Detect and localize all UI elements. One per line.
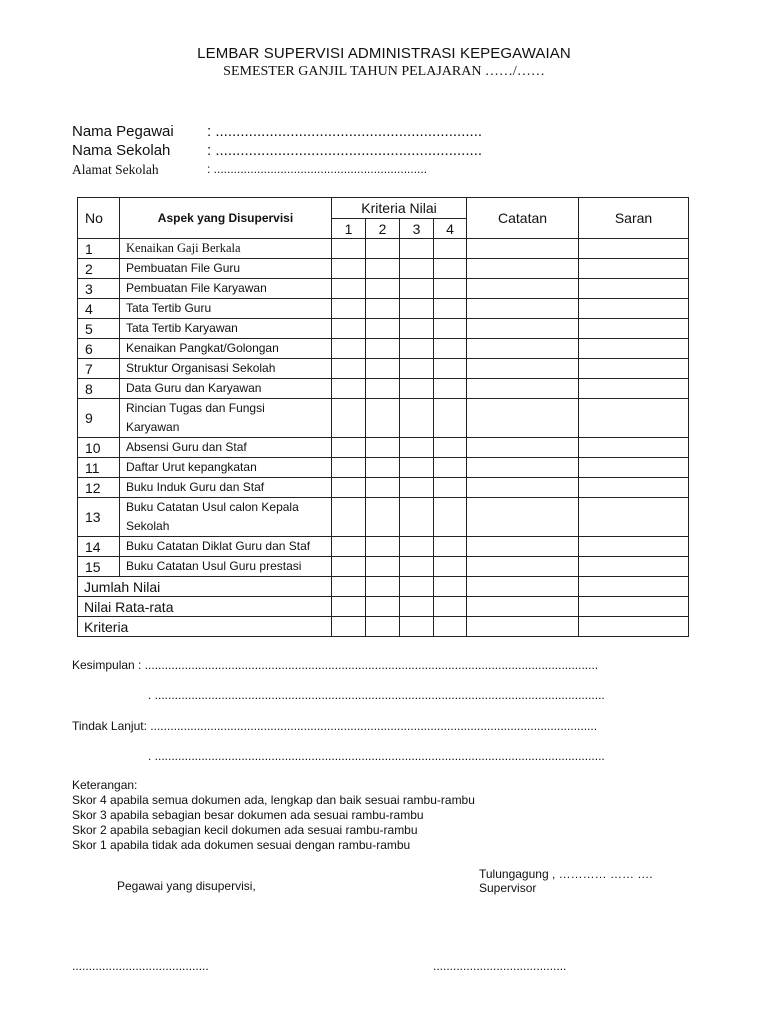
- footer-label: Nilai Rata-rata: [78, 597, 332, 617]
- supervisor-signature-line: ........................................: [433, 959, 567, 973]
- row-aspek-text: Buku Catatan Usul Guru prestasi: [126, 559, 302, 573]
- header-score-1: 1: [332, 219, 366, 239]
- keterangan-item: Skor 3 apabila sebagian besar dokumen ada sesuai rambu-rambu: [72, 808, 424, 822]
- table-row: [78, 498, 689, 537]
- catatan-cell[interactable]: [467, 597, 579, 617]
- score-cell[interactable]: [400, 379, 434, 399]
- saran-cell[interactable]: [579, 478, 689, 498]
- table-row-jumlah-nilai: [78, 577, 689, 597]
- footer-label: Kriteria: [78, 617, 332, 637]
- keterangan-item: Skor 4 apabila semua dokumen ada, lengkap dan baik sesuai rambu-rambu: [72, 793, 475, 807]
- score-cell[interactable]: [434, 597, 467, 617]
- row-aspek: [120, 537, 332, 557]
- score-cell[interactable]: [366, 478, 400, 498]
- saran-cell[interactable]: [579, 279, 689, 299]
- keterangan-title: Keterangan:: [72, 778, 138, 792]
- table-row: [78, 359, 689, 379]
- row-number: 2: [78, 259, 120, 279]
- row-number: 5: [78, 319, 120, 339]
- score-cell[interactable]: [400, 359, 434, 379]
- score-cell[interactable]: [434, 577, 467, 597]
- score-cell[interactable]: [366, 379, 400, 399]
- saran-cell[interactable]: [579, 597, 689, 617]
- score-cell[interactable]: [400, 537, 434, 557]
- tindak-lanjut-line: Tindak Lanjut: ......................................................................................................................................: [72, 719, 598, 733]
- saran-cell[interactable]: [579, 557, 689, 577]
- row-aspek: [120, 299, 332, 319]
- table-row: [78, 279, 689, 299]
- header-no: No: [78, 198, 120, 239]
- table-row: [78, 379, 689, 399]
- score-cell[interactable]: [366, 438, 400, 458]
- score-cell[interactable]: [366, 359, 400, 379]
- employee-label: Pegawai yang disupervisi,: [117, 879, 256, 893]
- row-aspek: [120, 259, 332, 279]
- row-number: 8: [78, 379, 120, 399]
- row-number: 6: [78, 339, 120, 359]
- score-cell[interactable]: [332, 279, 366, 299]
- row-aspek: [120, 239, 332, 259]
- field-value-nama-sekolah: : ................................................................: [207, 142, 483, 159]
- score-cell[interactable]: [434, 617, 467, 637]
- row-aspek-text: Struktur Organisasi Sekolah: [126, 361, 276, 375]
- table-row: [78, 239, 689, 259]
- row-aspek: [120, 399, 332, 438]
- score-cell[interactable]: [434, 339, 467, 359]
- score-cell[interactable]: [366, 279, 400, 299]
- row-aspek-text: Absensi Guru dan Staf: [126, 440, 247, 454]
- saran-cell[interactable]: [579, 617, 689, 637]
- score-cell[interactable]: [332, 498, 366, 537]
- score-cell[interactable]: [434, 319, 467, 339]
- score-cell[interactable]: [434, 379, 467, 399]
- score-cell[interactable]: [400, 399, 434, 438]
- field-label-alamat-sekolah: Alamat Sekolah: [72, 162, 159, 177]
- row-number: 10: [78, 438, 120, 458]
- row-aspek: [120, 438, 332, 458]
- header-score-3: 3: [400, 219, 434, 239]
- catatan-cell[interactable]: [467, 617, 579, 637]
- score-cell[interactable]: [332, 438, 366, 458]
- score-cell[interactable]: [332, 299, 366, 319]
- score-cell[interactable]: [332, 617, 366, 637]
- score-cell[interactable]: [332, 359, 366, 379]
- row-number: 12: [78, 478, 120, 498]
- table-row: [78, 259, 689, 279]
- header-saran: Saran: [579, 198, 689, 239]
- catatan-cell[interactable]: [467, 379, 579, 399]
- row-aspek: [120, 458, 332, 478]
- row-aspek-text: Tata Tertib Guru: [126, 301, 212, 315]
- field-label-nama-pegawai: Nama Pegawai: [72, 123, 174, 140]
- row-aspek: [120, 279, 332, 299]
- score-cell[interactable]: [434, 557, 467, 577]
- row-aspek: [120, 359, 332, 379]
- table-row: [78, 557, 689, 577]
- catatan-cell[interactable]: [467, 339, 579, 359]
- row-aspek-text: Tata Tertib Karyawan: [126, 321, 238, 335]
- score-cell[interactable]: [434, 259, 467, 279]
- row-aspek-text: Buku Catatan Usul calon Kepala: [126, 500, 299, 514]
- keterangan-item: Skor 2 apabila sebagian kecil dokumen ada sesuai rambu-rambu: [72, 823, 418, 837]
- saran-cell[interactable]: [579, 379, 689, 399]
- score-cell[interactable]: [332, 597, 366, 617]
- saran-cell[interactable]: [579, 239, 689, 259]
- saran-cell[interactable]: [579, 498, 689, 537]
- saran-cell[interactable]: [579, 359, 689, 379]
- score-cell[interactable]: [332, 577, 366, 597]
- score-cell[interactable]: [400, 478, 434, 498]
- row-aspek-text: Buku Induk Guru dan Staf: [126, 480, 265, 494]
- score-cell[interactable]: [366, 399, 400, 438]
- document-title: LEMBAR SUPERVISI ADMINISTRASI KEPEGAWAIAN: [197, 45, 571, 62]
- score-cell[interactable]: [434, 299, 467, 319]
- catatan-cell[interactable]: [467, 239, 579, 259]
- row-aspek: [120, 557, 332, 577]
- catatan-cell[interactable]: [467, 399, 579, 438]
- score-cell[interactable]: [400, 438, 434, 458]
- catatan-cell[interactable]: [467, 279, 579, 299]
- keterangan-item: Skor 1 apabila tidak ada dokumen sesuai dengan rambu-rambu: [72, 838, 411, 852]
- score-cell[interactable]: [332, 557, 366, 577]
- score-cell[interactable]: [400, 339, 434, 359]
- saran-cell[interactable]: [579, 299, 689, 319]
- row-aspek-text: Daftar Urut kepangkatan: [126, 460, 257, 474]
- catatan-cell[interactable]: [467, 319, 579, 339]
- header-score-2: 2: [366, 219, 400, 239]
- score-cell[interactable]: [332, 259, 366, 279]
- field-value-nama-pegawai: : ................................................................: [207, 123, 483, 140]
- row-aspek: [120, 339, 332, 359]
- table-row: [78, 339, 689, 359]
- score-cell[interactable]: [366, 339, 400, 359]
- catatan-cell[interactable]: [467, 577, 579, 597]
- header-score-4: 4: [434, 219, 467, 239]
- catatan-cell[interactable]: [467, 458, 579, 478]
- score-cell[interactable]: [400, 239, 434, 259]
- table-row: [78, 299, 689, 319]
- score-cell[interactable]: [434, 359, 467, 379]
- row-aspek: [120, 498, 332, 537]
- score-cell[interactable]: [434, 478, 467, 498]
- supervision-table: [77, 197, 689, 637]
- row-aspek-text-line2: Karyawan: [126, 420, 180, 434]
- row-number: 11: [78, 458, 120, 478]
- table-row-nilai-rata-rata: [78, 597, 689, 617]
- catatan-cell[interactable]: [467, 537, 579, 557]
- footer-label: Jumlah Nilai: [78, 577, 332, 597]
- table-row-kriteria: [78, 617, 689, 637]
- saran-cell[interactable]: [579, 319, 689, 339]
- saran-cell[interactable]: [579, 438, 689, 458]
- row-number: 1: [78, 239, 120, 259]
- place-date: Tulungagung , ………… …… ….: [479, 867, 653, 881]
- row-aspek: [120, 319, 332, 339]
- catatan-cell[interactable]: [467, 478, 579, 498]
- saran-cell[interactable]: [579, 537, 689, 557]
- score-cell[interactable]: [332, 379, 366, 399]
- row-number: 7: [78, 359, 120, 379]
- row-aspek-text: Pembuatan File Guru: [126, 261, 241, 275]
- score-cell[interactable]: [366, 498, 400, 537]
- row-aspek-text: Buku Catatan Diklat Guru dan Staf: [126, 539, 311, 553]
- header-catatan: Catatan: [467, 198, 579, 239]
- score-cell[interactable]: [332, 537, 366, 557]
- score-cell[interactable]: [366, 577, 400, 597]
- score-cell[interactable]: [332, 478, 366, 498]
- score-cell[interactable]: [400, 557, 434, 577]
- field-label-nama-sekolah: Nama Sekolah: [72, 142, 171, 159]
- saran-cell[interactable]: [579, 339, 689, 359]
- row-number: 9: [78, 399, 120, 438]
- row-aspek-text: Kenaikan Pangkat/Golongan: [126, 341, 279, 355]
- score-cell[interactable]: [400, 498, 434, 537]
- score-cell[interactable]: [434, 537, 467, 557]
- row-number: 15: [78, 557, 120, 577]
- score-cell[interactable]: [366, 299, 400, 319]
- score-cell[interactable]: [366, 597, 400, 617]
- header-kriteria-nilai: Kriteria Nilai: [332, 198, 467, 219]
- table-row: [78, 537, 689, 557]
- score-cell[interactable]: [332, 339, 366, 359]
- score-cell[interactable]: [400, 299, 434, 319]
- score-cell[interactable]: [400, 279, 434, 299]
- score-cell[interactable]: [332, 239, 366, 259]
- score-cell[interactable]: [332, 319, 366, 339]
- row-aspek: [120, 478, 332, 498]
- score-cell[interactable]: [366, 617, 400, 637]
- row-number: 3: [78, 279, 120, 299]
- kesimpulan-line: Kesimpulan : ........................................................................................................................................: [72, 658, 599, 672]
- kesimpulan-line-2: . .......................................................................................................................................: [148, 688, 605, 702]
- score-cell[interactable]: [366, 557, 400, 577]
- document-subtitle: SEMESTER GANJIL TAHUN PELAJARAN ……/……: [223, 64, 545, 79]
- row-aspek-text: Kenaikan Gaji Berkala: [126, 241, 241, 255]
- row-aspek-text: Data Guru dan Karyawan: [126, 381, 262, 395]
- catatan-cell[interactable]: [467, 299, 579, 319]
- score-cell[interactable]: [366, 458, 400, 478]
- table-row: [78, 319, 689, 339]
- score-cell[interactable]: [400, 617, 434, 637]
- table-row: [78, 438, 689, 458]
- catatan-cell[interactable]: [467, 259, 579, 279]
- keterangan-section: [72, 778, 475, 853]
- field-value-alamat-sekolah: : ................................................................: [207, 162, 428, 176]
- score-cell[interactable]: [434, 438, 467, 458]
- header-aspek: Aspek yang Disupervisi: [120, 198, 332, 239]
- score-cell[interactable]: [332, 399, 366, 438]
- saran-cell[interactable]: [579, 577, 689, 597]
- row-aspek: [120, 379, 332, 399]
- row-aspek-text: Pembuatan File Karyawan: [126, 281, 267, 295]
- score-cell[interactable]: [434, 239, 467, 259]
- saran-cell[interactable]: [579, 399, 689, 438]
- row-aspek-text: Rincian Tugas dan Fungsi: [126, 401, 265, 415]
- employee-signature-line: .........................................: [72, 959, 209, 973]
- score-cell[interactable]: [332, 458, 366, 478]
- catatan-cell[interactable]: [467, 557, 579, 577]
- row-number: 14: [78, 537, 120, 557]
- score-cell[interactable]: [400, 259, 434, 279]
- score-cell[interactable]: [434, 458, 467, 478]
- score-cell[interactable]: [434, 279, 467, 299]
- table-row: [78, 399, 689, 438]
- score-cell[interactable]: [366, 259, 400, 279]
- row-aspek-text-line2: Sekolah: [126, 519, 170, 533]
- catatan-cell[interactable]: [467, 359, 579, 379]
- catatan-cell[interactable]: [467, 498, 579, 537]
- saran-cell[interactable]: [579, 259, 689, 279]
- score-cell[interactable]: [366, 239, 400, 259]
- score-cell[interactable]: [434, 498, 467, 537]
- score-cell[interactable]: [400, 597, 434, 617]
- saran-cell[interactable]: [579, 458, 689, 478]
- table-row: [78, 478, 689, 498]
- tindak-lanjut-line-2: . .......................................................................................................................................: [148, 749, 605, 763]
- score-cell[interactable]: [434, 399, 467, 438]
- score-cell[interactable]: [400, 577, 434, 597]
- score-cell[interactable]: [400, 458, 434, 478]
- catatan-cell[interactable]: [467, 438, 579, 458]
- supervisor-label: Supervisor: [479, 881, 537, 895]
- score-cell[interactable]: [366, 319, 400, 339]
- score-cell[interactable]: [400, 319, 434, 339]
- row-number: 13: [78, 498, 120, 537]
- table-row: [78, 458, 689, 478]
- score-cell[interactable]: [366, 537, 400, 557]
- row-number: 4: [78, 299, 120, 319]
